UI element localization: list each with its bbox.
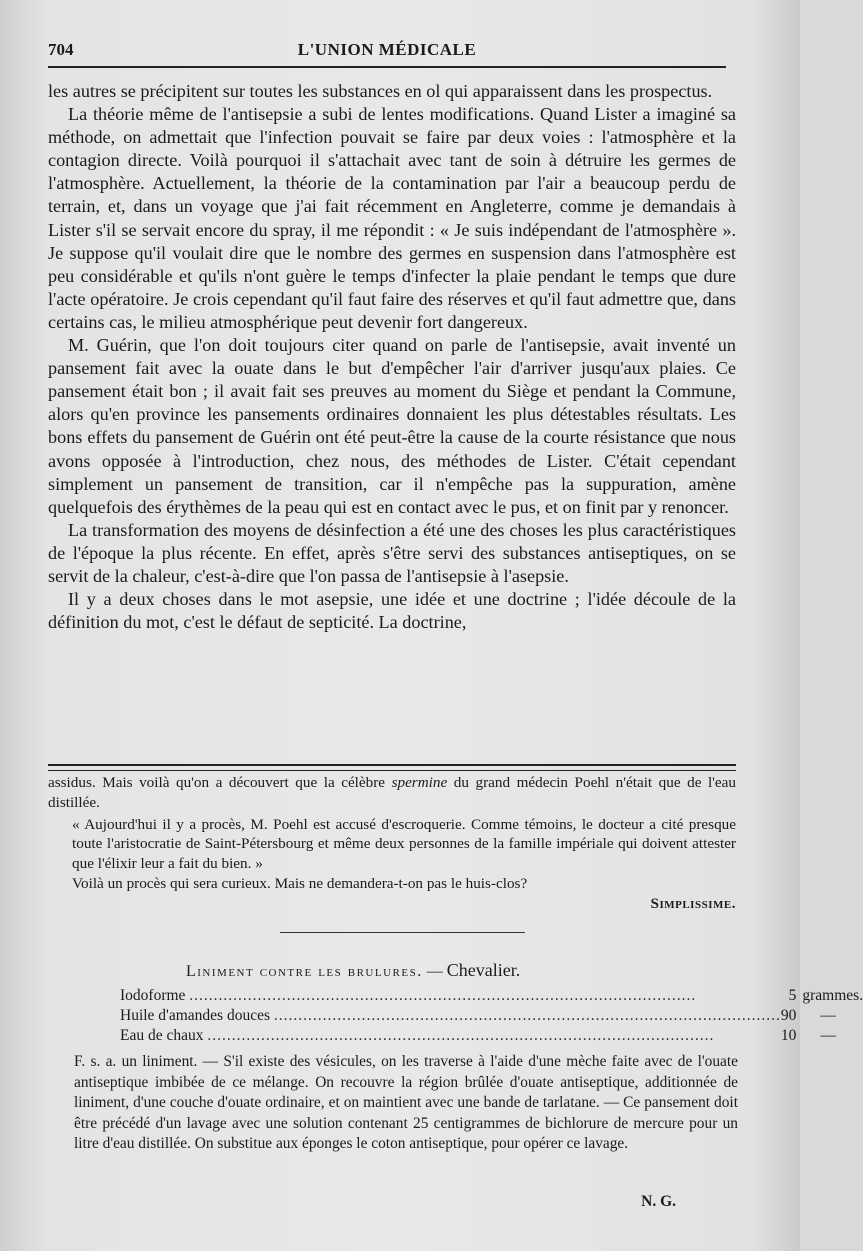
leader-dots: ........................................................................................................ [207,1027,715,1044]
recipe-paragraph: F. s. a. un liniment. — S'il existe des vésicules, on les traverse à l'aide d'une mèche faite avec de l'ouate antiseptique imbibée de ce mélange. On recouvre la région brûlée d'ouate antiseptique, additionnée de liniment, d'une couche d'ouate ordinaire, et on maintient avec une bande de tarlatane. — Ce pansement doit être précédé d'un lavage avec une solution contenant 25 centigrammes de bichlorure de mercure pour un litre d'eau distillée. On substitue aux éponges le coton antiseptique, pour opérer ce lavage. [74,1053,738,1153]
recipe-title [186,960,686,981]
ingredients-table [120,986,863,1046]
running-title: L'UNION MÉDICALE [297,40,477,59]
page-number: 704 [48,40,74,59]
ingredient-name-cell [120,1006,781,1026]
paragraph: La transformation des moyens de désinfection a été une des choses les plus caractéristiques de l'époque la plus récente. En effet, après s'être servi des substances antiseptiques, on se servit de la chaleur, c'est-à-dire que l'on passa de l'antisepsie à l'asepsie. [48,519,736,586]
page-header [48,38,726,68]
footnote-italic-term: spermine [391,774,448,791]
table-row [120,1006,863,1026]
main-text [48,80,736,634]
ingredient-unit: — [820,1027,836,1044]
footnote-text: du grand médecin Poehl n'était que de l'eau distillée. [48,774,736,811]
footnote-text: assidus. Mais voilà qu'on a découvert que la célèbre [48,774,392,791]
ingredient-quantity: 90 [780,1007,797,1024]
paragraph: M. Guérin, que l'on doit toujours citer quand on parle de l'antisepsie, avait inventé un pansement fait avec la ouate dans le but d'empêcher l'air d'arriver jusqu'aux plaies. Ce pansement était bon ; il avait fait ses preuves au moment du Siège et pendant la Commune, alors qu'en province les pansements ordinaires donnaient les plus détestables résultats. Les bons effets du pansement de Guérin ont été peut-être la cause de la courte résistance que nous avons opposée à l'introduction, chez nous, des méthodes de Lister. C'était cependant simplement un pansement de transition, car il n'empêche pas la suppuration, amène quelquefois des érythèmes de la peau qui est en contact avec le pus, et on finit par y renoncer. [48,335,736,517]
ingredient-name: Huile d'amandes douces [120,1007,270,1024]
ingredient-name: Eau de chaux [120,1027,204,1044]
ingredient-quantity: 10 [780,1027,797,1044]
ingredient-name: Iodoforme [120,987,186,1004]
recipe-instructions [74,1052,738,1155]
header-rule [48,66,726,68]
section-divider [280,932,525,933]
ingredient-name-cell [120,1026,781,1046]
recipe-title-text: Liniment contre les brulures. [186,963,423,980]
paragraph: Il y a deux choses dans le mot asepsie, une idée et une doctrine ; l'idée découle de la définition du mot, c'est le défaut de septicité. La doctrine, [48,589,736,633]
leader-dots: ........................................................................................................ [189,987,697,1004]
ingredient-name-cell [120,986,781,1006]
footnote-signature: Simplissime. [650,894,736,912]
paragraph: La théorie même de l'antisepsie a subi de lentes modifications. Quand Lister a imaginé sa méthode, on admettait que l'infection pouvait se faire par deux voies : l'atmosphère et la contagion directe. Voilà pourquoi il s'attachait avec tant de soin à détruire les germes de l'atmosphère. Actuellement, la théorie de la contamination par l'air a beaucoup perdu de terrain, et, dans un voyage que j'ai fait récemment en Angleterre, comme je demandais à Lister s'il se servait encore du spray, il me répondit : « Je suis indépendant de l'atmosphère ». Je suppose qu'il voulait dire que le nombre des germes en suspension dans l'atmosphère est peu considérable et qu'ils n'ont guère le temps d'infecter la plaie pendant le temps que dure l'acte opératoire. Je crois cependant qu'il faut faire des réserves et qu'il faut admettre que, dans certains cas, le milieu atmosphérique peut devenir fort dangereux. [48,104,736,332]
author-initials: N. G. [641,1193,676,1210]
ingredient-quantity: 5 [788,987,797,1004]
footnote [48,773,736,914]
recipe-author: Chevalier. [446,960,521,980]
footnote-paragraph: Voilà un procès qui sera curieux. Mais ne demandera-t-on pas le huis-clos? [72,874,528,892]
footnote-paragraph: « Aujourd'hui il y a procès, M. Poehl est accusé d'escroquerie. Comme témoins, le docteur a cité presque toute l'aristocratie de Saint-Pétersbourg et même deux personnes de la famille impériale qui doivent attester que l'élixir leur a fait du bien. » [72,815,736,873]
paragraph: les autres se précipitent sur toutes les substances en ol qui apparaissent dans les prospectus. [48,81,713,101]
footnote-paragraph [48,773,736,813]
leader-dots: ........................................................................................................ [273,1007,781,1024]
ingredient-unit: grammes. [802,987,863,1004]
table-row [120,1026,863,1046]
footnote-rule [48,764,736,771]
table-row [120,986,863,1006]
recipe-title-dash: — [422,963,447,980]
ingredient-unit: — [820,1007,836,1024]
